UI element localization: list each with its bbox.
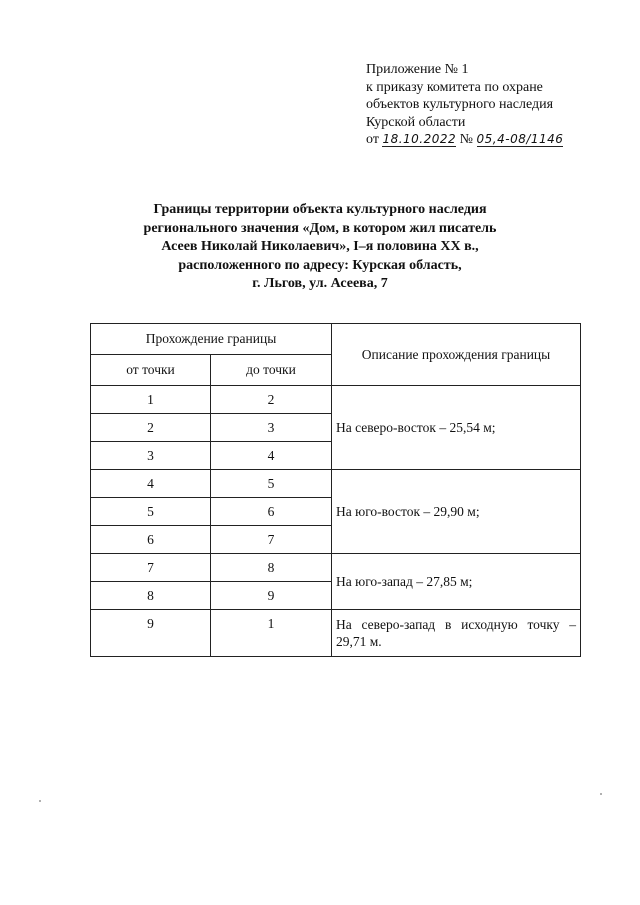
cell-from: 5 <box>91 498 211 526</box>
annex-region: Курской области <box>366 114 466 130</box>
title-line: г. Льгов, ул. Асеева, 7 <box>252 276 388 291</box>
scan-speck <box>600 793 602 795</box>
header-description: Описание прохождения границы <box>332 324 581 386</box>
cell-description: На северо-восток – 25,54 м; <box>332 386 581 470</box>
table-row <box>91 386 581 414</box>
cell-from: 4 <box>91 470 211 498</box>
title-line: расположенного по адресу: Курская область, <box>178 257 462 273</box>
cell-to: 8 <box>211 554 332 582</box>
scan-speck <box>39 800 41 802</box>
number-label: № <box>459 132 474 147</box>
boundary-table <box>90 323 581 657</box>
annex-order-ref: к приказу комитета по охране <box>366 79 543 95</box>
annex-committee: объектов культурного наследия <box>366 97 554 112</box>
cell-to: 9 <box>211 582 332 610</box>
cell-to: 4 <box>211 442 332 470</box>
document-title <box>60 201 580 294</box>
header-to: до точки <box>211 355 332 386</box>
annex-block <box>366 61 563 149</box>
cell-to: 2 <box>211 386 332 414</box>
title-line: Границы территории объекта культурного наследия <box>153 202 487 217</box>
cell-description: На юго-восток – 29,90 м; <box>332 470 581 554</box>
cell-to: 7 <box>211 526 332 554</box>
cell-description: На северо-запад в исходную точку – 29,71 м. <box>332 610 581 657</box>
from-label: от <box>366 132 379 147</box>
cell-from: 9 <box>91 610 211 657</box>
cell-to: 3 <box>211 414 332 442</box>
cell-from: 7 <box>91 554 211 582</box>
cell-from: 1 <box>91 386 211 414</box>
table-row <box>91 470 581 498</box>
table-row <box>91 554 581 582</box>
header-passage: Прохождение границы <box>91 324 332 355</box>
cell-from: 8 <box>91 582 211 610</box>
table-row <box>91 610 581 657</box>
handwritten-date: 18.10.2022 <box>382 132 457 146</box>
cell-from: 2 <box>91 414 211 442</box>
cell-description: На юго-запад – 27,85 м; <box>332 554 581 610</box>
header-from: от точки <box>91 355 211 386</box>
handwritten-order-number: 05,4-08/1146 <box>476 132 564 146</box>
cell-from: 3 <box>91 442 211 470</box>
title-line: Асеев Николай Николаевич», I–я половина XX в., <box>161 239 479 254</box>
table-header-row <box>91 324 581 355</box>
cell-to: 1 <box>211 610 332 657</box>
cell-to: 5 <box>211 470 332 498</box>
annex-date-line <box>366 131 563 149</box>
annex-number: Приложение № 1 <box>366 62 469 77</box>
cell-to: 6 <box>211 498 332 526</box>
title-line: регионального значения «Дом, в котором жил писатель <box>143 220 497 236</box>
cell-from: 6 <box>91 526 211 554</box>
